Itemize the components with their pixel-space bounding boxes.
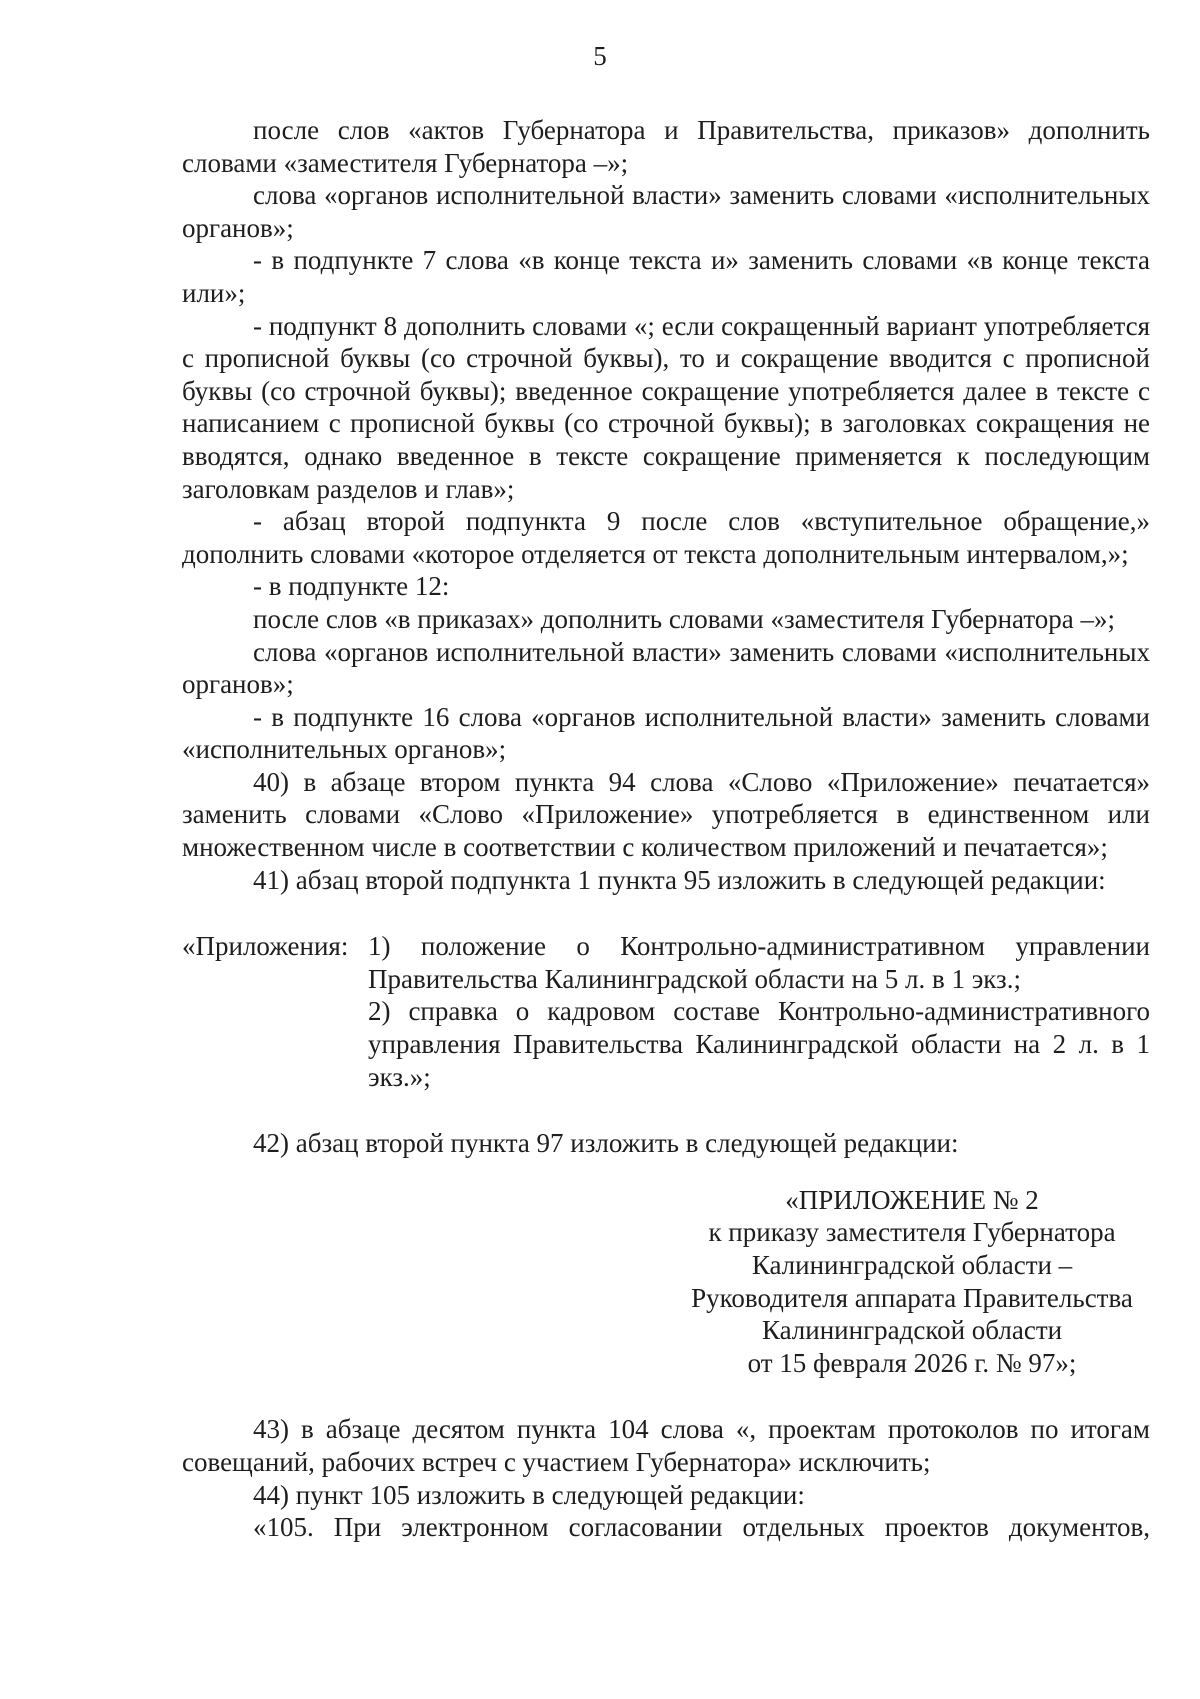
attachment-item: 2) справка о кадровом составе Контрольно-административного управления Правительства Калининградской области на 2 л. в 1 экз.»; — [368, 996, 1150, 1092]
paragraph: 41) абзац второй подпункта 1 пункта 95 изложить в следующей редакции: — [253, 864, 1106, 895]
paragraph: - абзац второй подпункта 9 после слов «вступительное обращение,» дополнить словами «которое отделяется от текста дополнительным интервалом,»; — [182, 506, 1150, 569]
paragraph: слова «органов исполнительной власти» заменить словами «исполнительных органов»; — [182, 636, 1150, 700]
paragraph: - в подпункте 7 слова «в конце текста и» заменить словами «в конце текста или»; — [182, 245, 1150, 308]
stamp-line: Руководителя аппарата Правительства — [691, 1282, 1133, 1313]
paragraph: - в подпункте 16 слова «органов исполнительной власти» заменить словами «исполнительных органов»; — [182, 701, 1150, 765]
attachments-block — [182, 930, 1150, 1093]
paragraph: слова «органов исполнительной власти» заменить словами «исполнительных органов»; — [182, 180, 1150, 243]
paragraph: - подпункт 8 дополнить словами «; если сокращенный вариант употребляется с прописной буквы (со строчной буквы), то и сокращение вводится с прописной буквы (со строчной буквы); введенное сокращение употребляется далее в тексте с написанием с прописной буквы (со строчной буквы); в заголовках сокращения не вводятся, однако введенное в тексте сокращение применяется к последующим заголовкам разделов и глав»; — [182, 310, 1150, 504]
paragraph: после слов «актов Губернатора и Правительства, приказов» дополнить словами «заместителя Губернатора –»; — [182, 115, 1150, 178]
stamp-line: к приказу заместителя Губернатора — [708, 1217, 1116, 1248]
paragraph: 42) абзац второй пункта 97 изложить в следующей редакции: — [253, 1128, 959, 1159]
attachments-list — [368, 930, 1150, 1093]
appendix-stamp — [662, 1184, 1162, 1380]
stamp-line: от 15 февраля 2026 г. № 97»; — [747, 1347, 1077, 1378]
paragraph: 43) в абзаце десятом пункта 104 слова «, проектам протоколов по итогам совещаний, рабочих встреч с участием Губернатора» исключить; — [182, 1414, 1150, 1477]
stamp-line: Калининградской области – — [751, 1250, 1073, 1280]
paragraph: после слов «в приказах» дополнить словами «заместителя Губернатора –»; — [253, 603, 1115, 634]
attachments-label: «Приложения: — [182, 931, 349, 962]
paragraph: «105. При электронном согласовании отдельных проектов документов, — [253, 1512, 1150, 1543]
page-number: 5 — [593, 41, 607, 71]
attachment-item: 1) положение о Контрольно-административном управлении Правительства Калининградской области на 5 л. в 1 экз.; — [368, 931, 1150, 994]
paragraph: 40) в абзаце втором пункта 94 слова «Слово «Приложение» печатается» заменить словами «Слово «Приложение» употребляется в единственном или множественном числе в соответствии с количеством приложений и печатается»; — [182, 766, 1150, 863]
stamp-line: «ПРИЛОЖЕНИЕ № 2 — [785, 1184, 1039, 1215]
document-body — [182, 114, 1150, 1544]
stamp-line: Калининградской области — [761, 1315, 1063, 1346]
paragraph: - в подпункте 12: — [253, 571, 450, 602]
paragraph: 44) пункт 105 изложить в следующей редакции: — [253, 1479, 805, 1510]
